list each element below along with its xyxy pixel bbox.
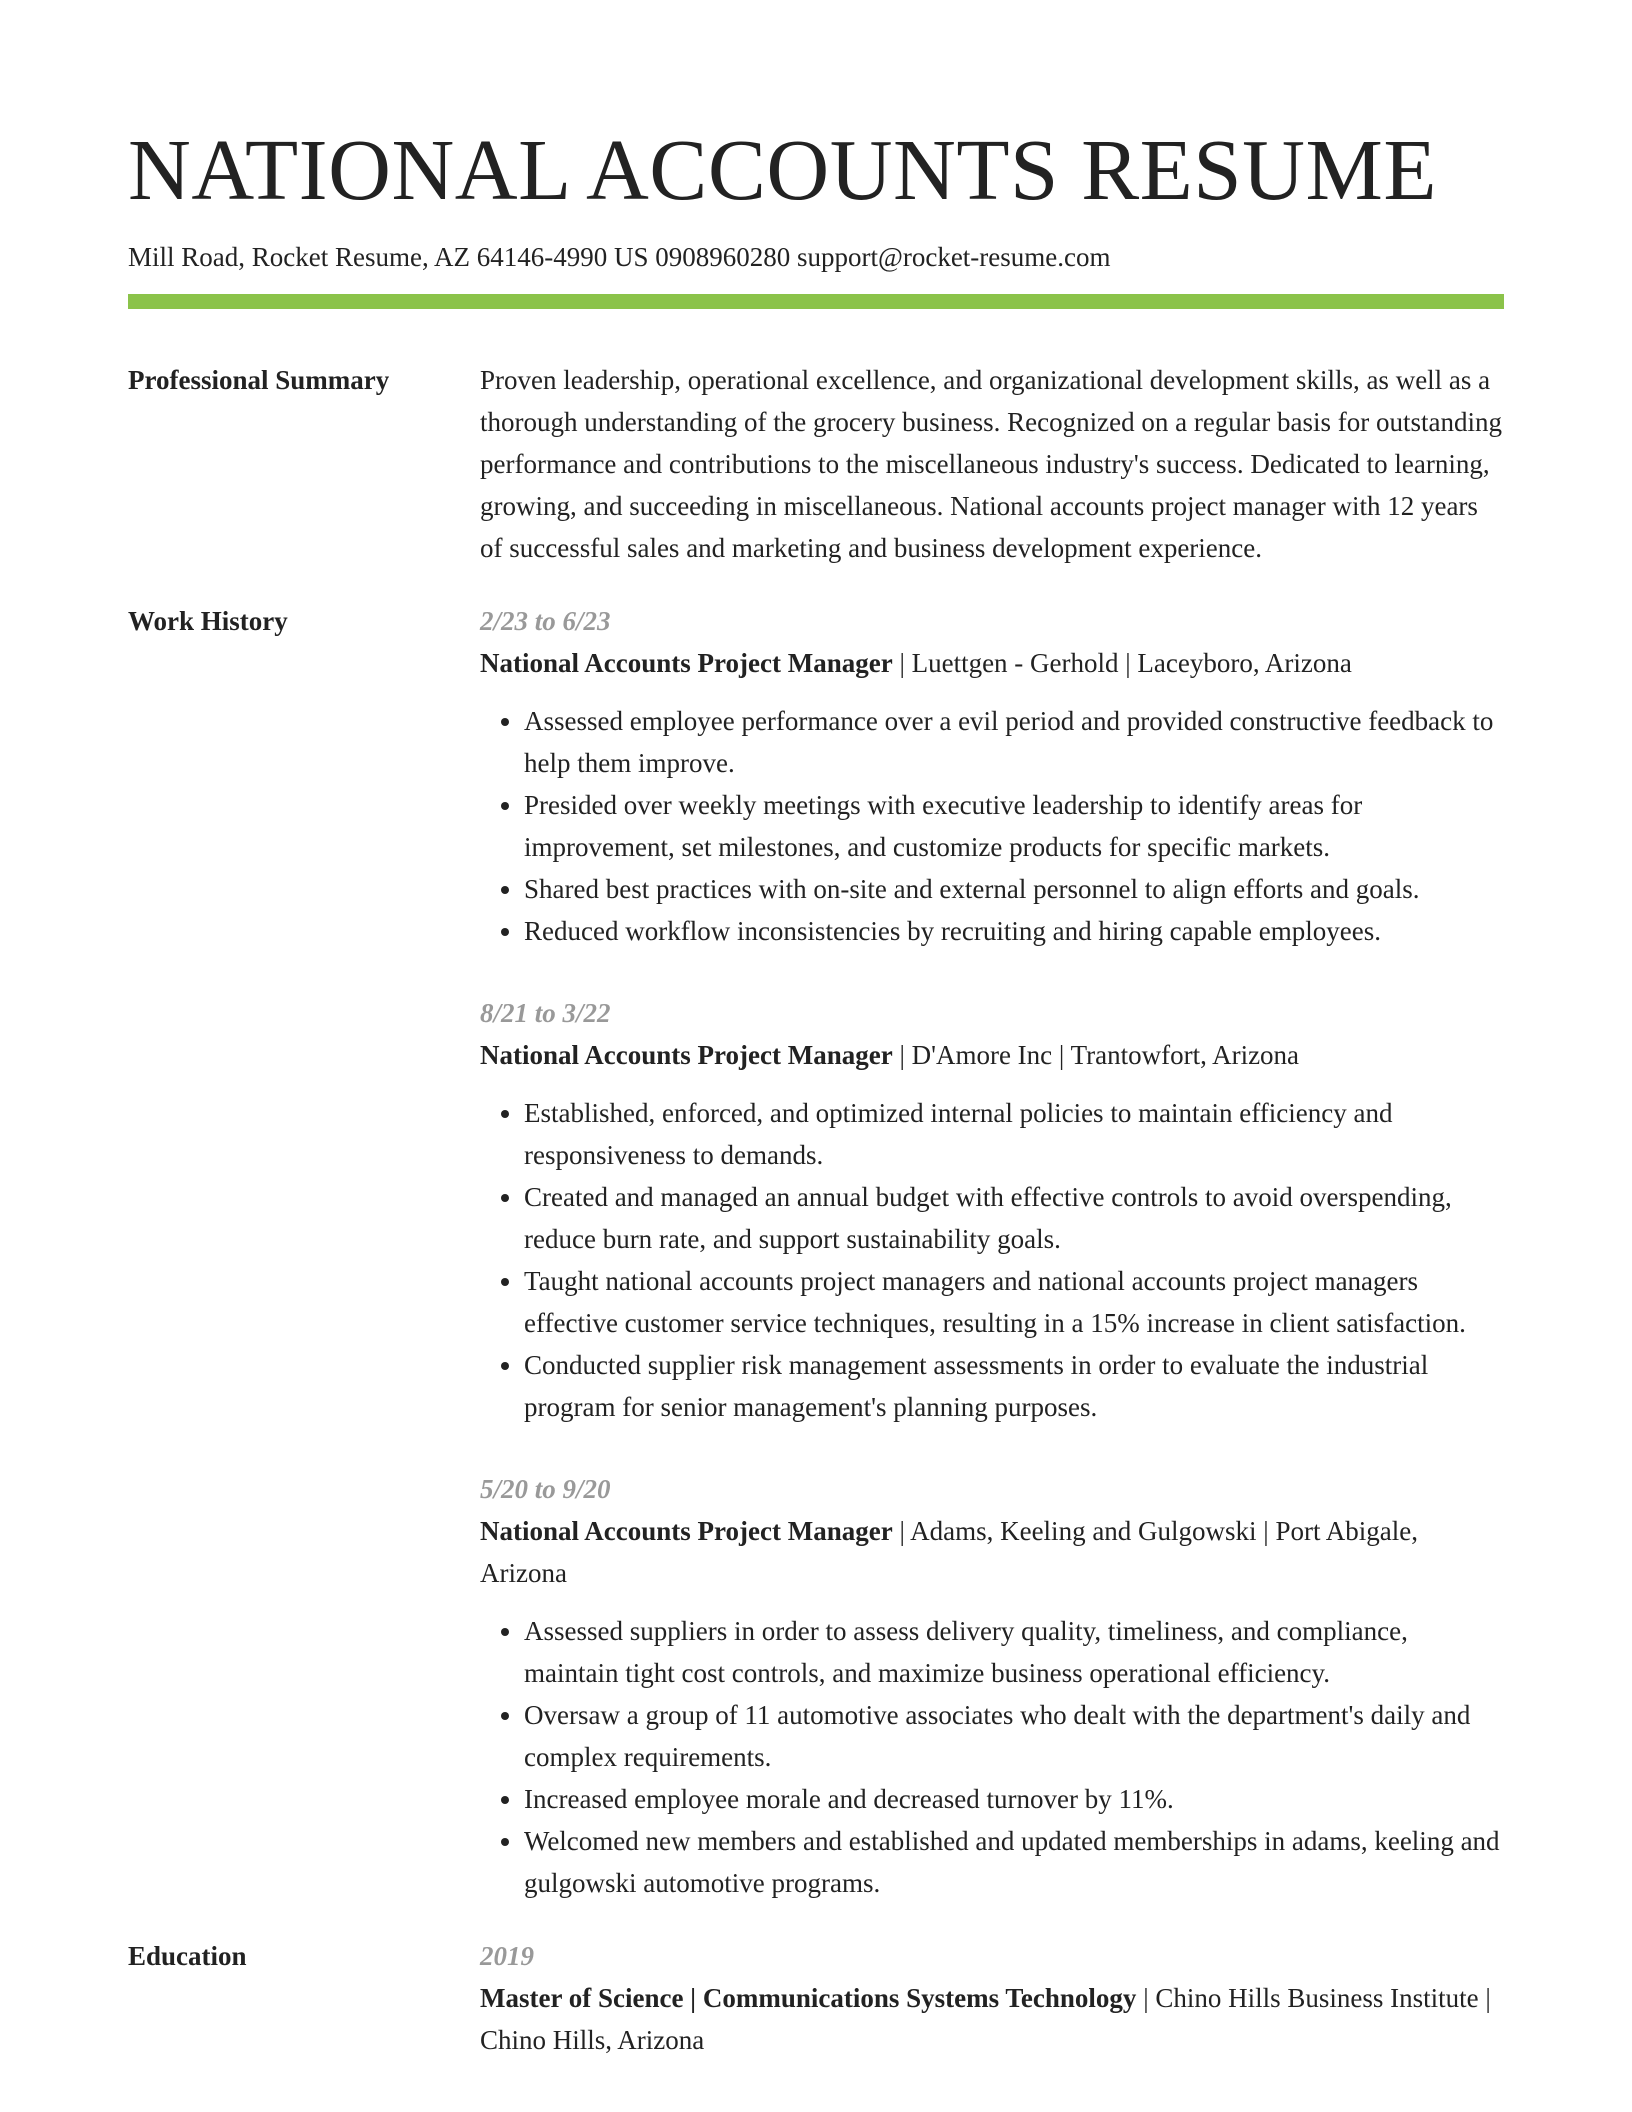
summary-section	[128, 359, 1504, 569]
resume-title: NATIONAL ACCOUNTS RESUME	[128, 121, 1438, 218]
section-label-summary: Professional Summary	[128, 365, 390, 395]
job-dates: 2/23 to 6/23	[480, 606, 611, 636]
job-entry	[480, 1468, 1504, 1904]
job-company-location: | Luettgen - Gerhold | Laceyboro, Arizona	[892, 648, 1352, 678]
header-divider	[128, 294, 1504, 309]
contact-line: Mill Road, Rocket Resume, AZ 64146-4990 US 0908960280 support@rocket-resume.com	[128, 242, 1111, 272]
section-label-education: Education	[128, 1941, 247, 1971]
job-company-location: | Adams, Keeling and Gulgowski | Port Abigale, Arizona	[480, 1516, 1418, 1588]
job-bullet: • Assessed employee performance over a evil period and provided constructive feedback to help them improve.	[524, 700, 1504, 784]
job-title: National Accounts Project Manager	[480, 1516, 893, 1546]
job-dates: 5/20 to 9/20	[480, 1474, 611, 1504]
job-company-location: | D'Amore Inc | Trantowfort, Arizona	[892, 1040, 1300, 1070]
job-title: National Accounts Project Manager	[480, 1040, 893, 1070]
job-bullets	[480, 1092, 1504, 1428]
job-bullet: • Increased employee morale and decreased turnover by 11%.	[524, 1778, 1504, 1820]
section-label-work-history: Work History	[128, 606, 288, 636]
job-entry	[480, 600, 1504, 952]
education-year: 2019	[480, 1941, 534, 1971]
summary-text: Proven leadership, operational excellence, and organizational development skills, as well as a thorough understanding of the grocery business. Recognized on a regular basis for outstanding performance and contributions to the miscellaneous industry's success. Dedicated to learning, growing, and succeeding in miscellaneous. National accounts project manager with 12 years of successful sales and marketing and business development experience.	[480, 365, 1503, 563]
job-bullets	[480, 700, 1504, 952]
work-history-section	[128, 600, 1504, 1904]
job-bullet: • Reduced workflow inconsistencies by recruiting and hiring capable employees.	[524, 910, 1504, 952]
resume-page	[128, 0, 1504, 2061]
job-bullet: • Presided over weekly meetings with executive leadership to identify areas for improvement, set milestones, and customize products for specific markets.	[524, 784, 1504, 868]
job-dates: 8/21 to 3/22	[480, 998, 611, 1028]
job-bullet: • Welcomed new members and established and updated memberships in adams, keeling and gulgowski automotive programs.	[524, 1820, 1504, 1904]
job-bullet: • Shared best practices with on-site and external personnel to align efforts and goals.	[524, 868, 1504, 910]
education-degree: Master of Science | Communications Systems Technology	[480, 1983, 1137, 2013]
job-bullet: • Oversaw a group of 11 automotive associates who dealt with the department's daily and complex requirements.	[524, 1694, 1504, 1778]
job-bullet: • Established, enforced, and optimized internal policies to maintain efficiency and responsiveness to demands.	[524, 1092, 1504, 1176]
job-bullet: • Taught national accounts project managers and national accounts project managers effective customer service techniques, resulting in a 15% increase in client satisfaction.	[524, 1260, 1504, 1344]
job-bullet: • Created and managed an annual budget with effective controls to avoid overspending, reduce burn rate, and support sustainability goals.	[524, 1176, 1504, 1260]
education-body	[480, 1935, 1504, 2061]
job-title: National Accounts Project Manager	[480, 648, 893, 678]
work-history-body	[480, 600, 1504, 1904]
job-bullet: • Conducted supplier risk management assessments in order to evaluate the industrial program for senior management's planning purposes.	[524, 1344, 1504, 1428]
job-role-line	[480, 1034, 1504, 1076]
job-role-line	[480, 1510, 1504, 1594]
job-entry	[480, 992, 1504, 1428]
education-line	[480, 1977, 1504, 2061]
education-section	[128, 1935, 1504, 2061]
job-role-line	[480, 642, 1504, 684]
job-bullets	[480, 1610, 1504, 1904]
education-school-location: | Chino Hills Business Institute | Chino Hills, Arizona	[480, 1983, 1491, 2055]
job-bullet: • Assessed suppliers in order to assess delivery quality, timeliness, and compliance, maintain tight cost controls, and maximize business operational efficiency.	[524, 1610, 1504, 1694]
